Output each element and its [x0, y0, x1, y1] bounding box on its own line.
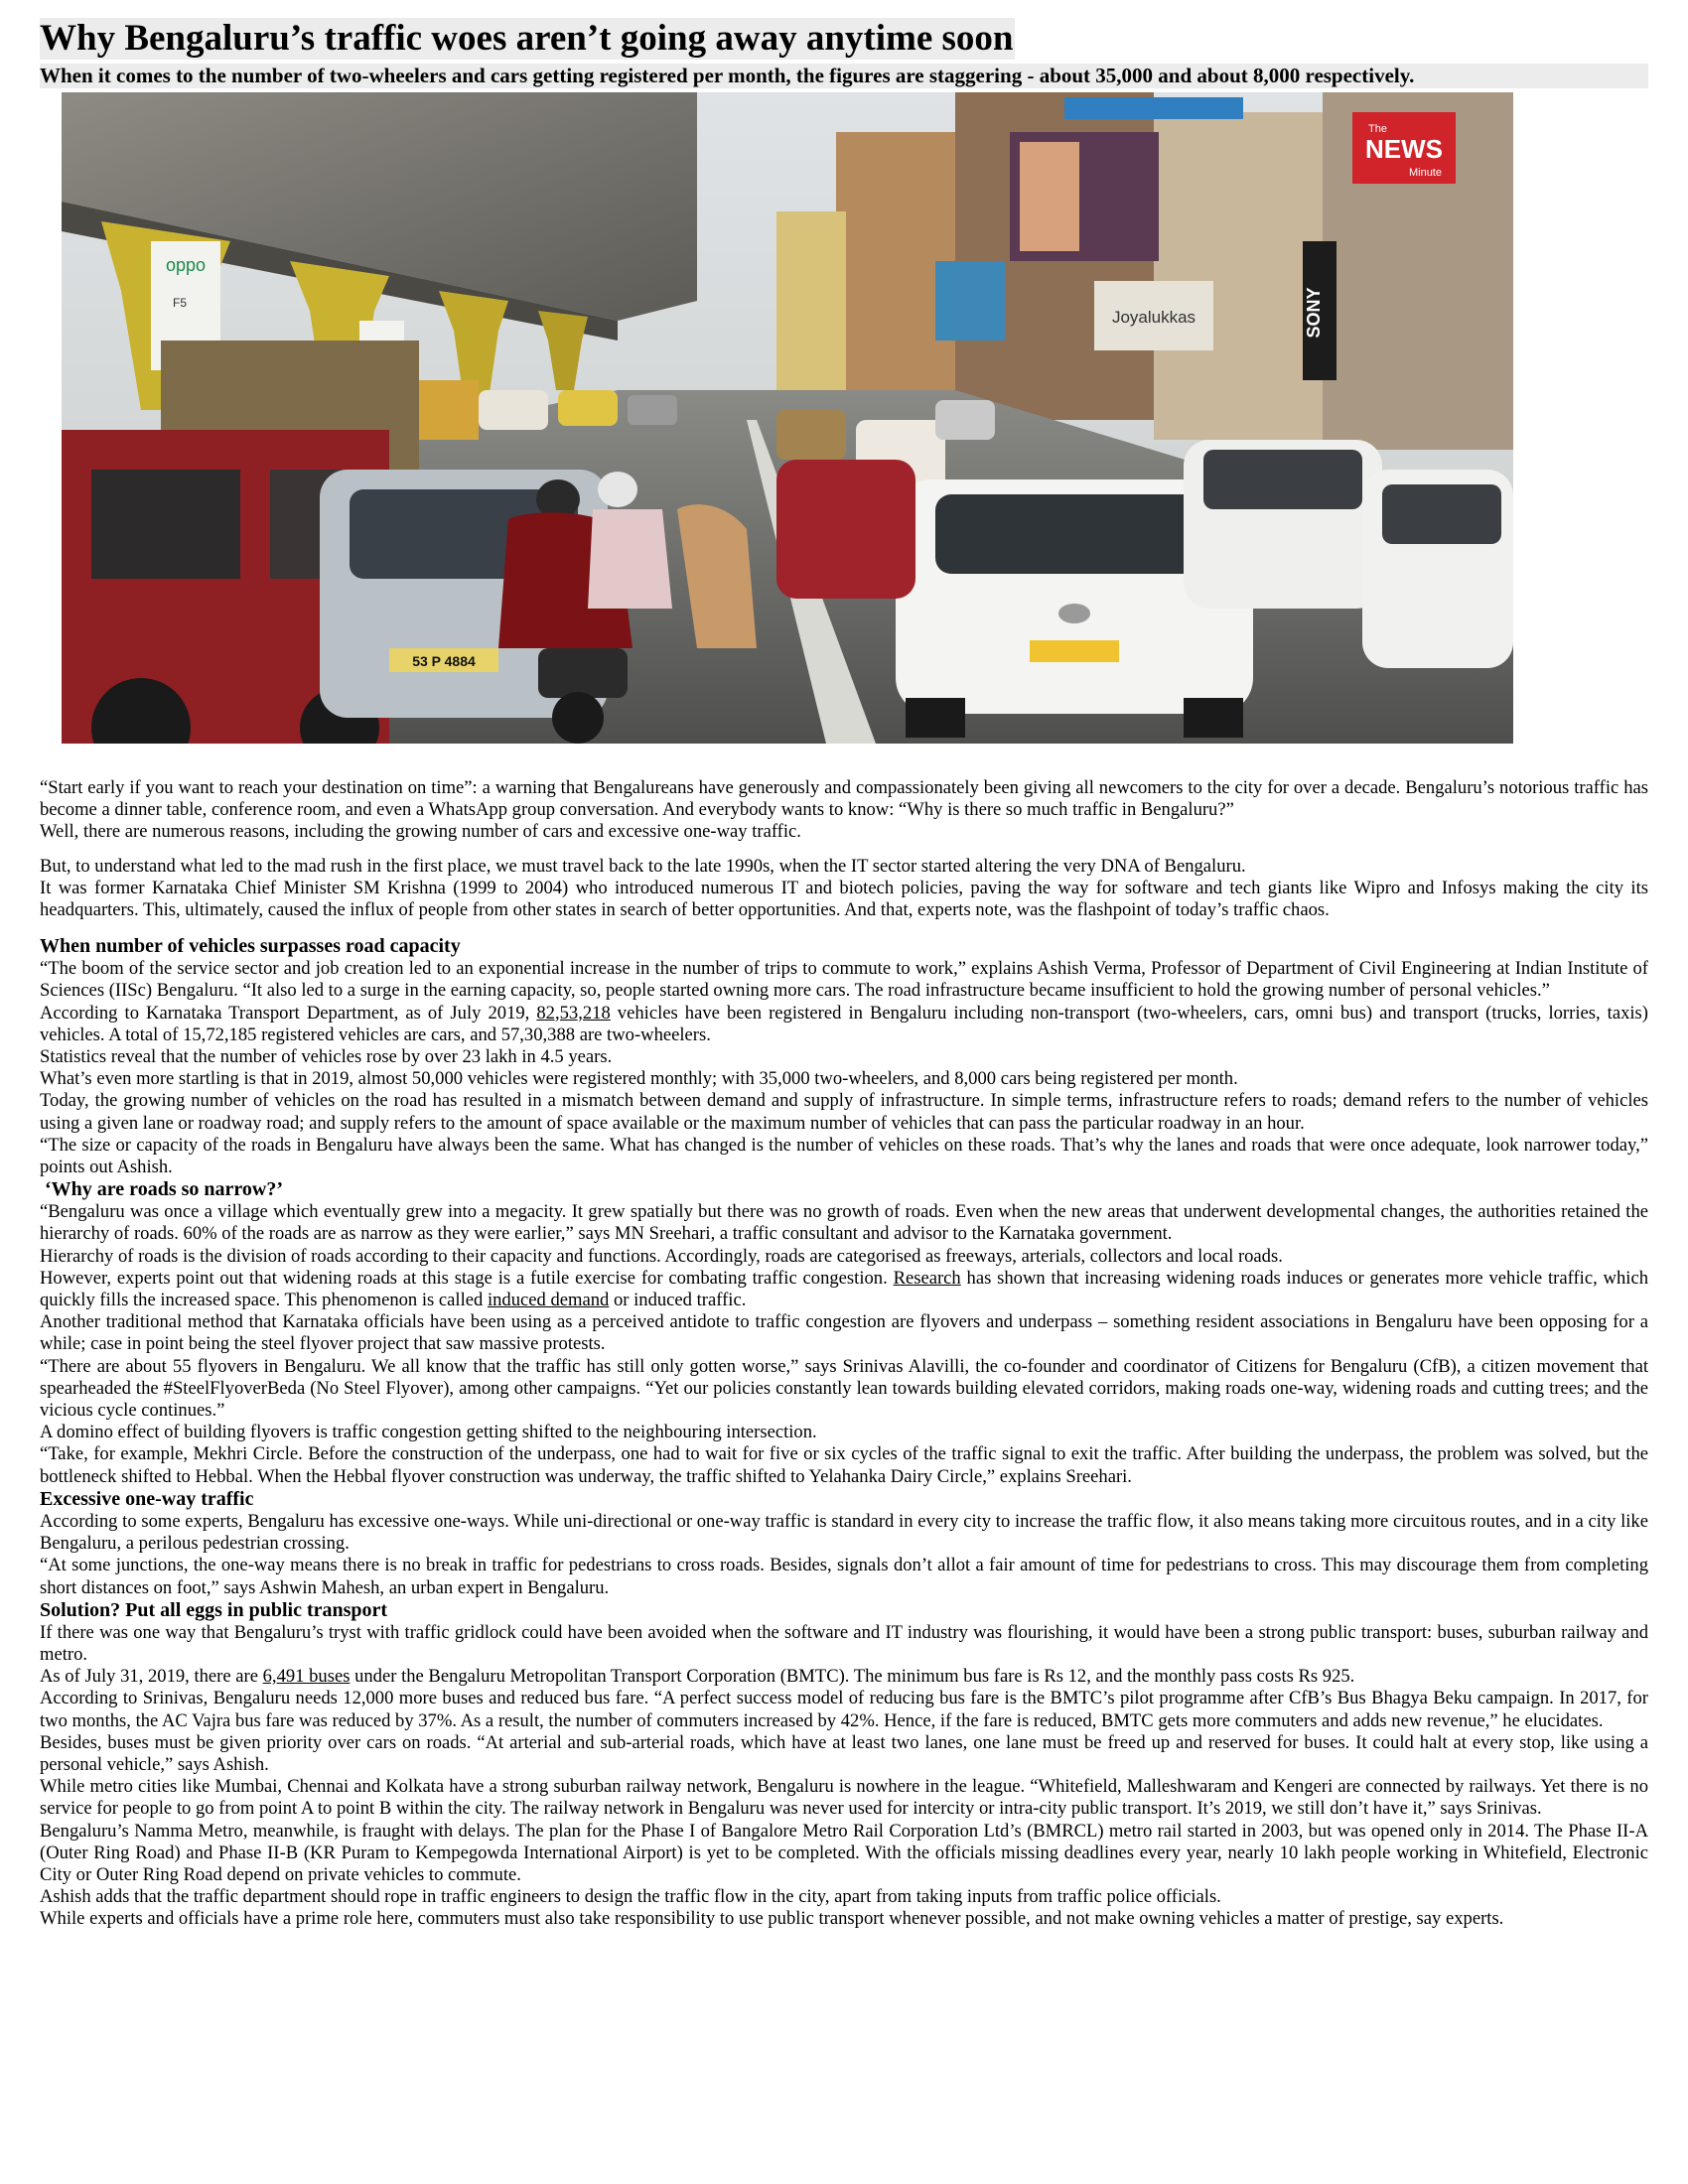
paragraph: While experts and officials have a prime role here, commuters must also take responsibility to use public transport whenever possible, and not make owning vehicles a matter of prestige, say experts. — [40, 1908, 1504, 1930]
oppo-sign: oppo — [165, 255, 207, 275]
page-subtitle: When it comes to the number of two-wheelers and cars getting registered per month, the figures are staggering - about 35,000 and about 8,000 respectively. — [40, 64, 1648, 88]
paragraph: According to Srinivas, Bengaluru needs 12,000 more buses and reduced bus fare. “A perfect success model of reducing bus fare is the BMTC’s pilot programme after CfB’s Bus Bhagya Beku campaign. In 2017, for two months, the AC Vajra bus fare was reduced by 37%. As a result, the number of commuters increased by 42%. Hence, if the fare is reduced, BMTC gets more commuters and adds new revenue,” he elucidates. — [40, 1688, 1648, 1731]
text: According to Karnataka Transport Department, as of July 2019, — [40, 1002, 537, 1024]
paragraph: What’s even more startling is that in 2019, almost 50,000 vehicles were registered monthly; with 35,000 two-wheelers, and 8,000 cars being registered per month. — [40, 1068, 1238, 1090]
paragraph: “At some junctions, the one-way means there is no break in traffic for pedestrians to cross roads. Besides, signals don’t allot a fair amount of time for pedestrians to cross. This may discourage them from completing short distances on foot,” says Ashwin Mahesh, an urban expert in Bengaluru. — [40, 1555, 1648, 1598]
paragraph: “The size or capacity of the roads in Bengaluru have always been the same. What has changed is the number of vehicles on these roads. That’s why the lanes and roads that were once adequate, look narrower today,” points out Ashish. — [40, 1134, 1648, 1178]
billboard-figure — [1020, 142, 1079, 251]
paragraph: “Start early if you want to reach your destination on time”: a warning that Bengalureans have generously and compassionately been giving all newcomers to the city for over a decade. Bengaluru’s notorious traffic has become a dinner table, conference room, and even a WhatsApp group conversation. And everybody wants to know: “Why is there so much traffic in Bengaluru?” — [40, 777, 1648, 821]
article-body — [40, 777, 1648, 1931]
logo-news: NEWS — [1365, 134, 1443, 164]
sony-sign: SONY — [1304, 287, 1324, 339]
induced-demand-link[interactable]: induced demand — [487, 1290, 610, 1311]
research-link[interactable]: Research — [893, 1267, 961, 1289]
paragraph: Today, the growing number of vehicles on the road has resulted in a mismatch between demand and supply of infrastructure. In simple terms, infrastructure refers to roads; demand refers to the number of vehicles using a given lane or roadway road; and supply refers to the amount of space available or the maximum number of vehicles that can pass the particular roadway in an hour. — [40, 1090, 1648, 1134]
buses-link[interactable]: 6,491 buses — [262, 1666, 351, 1688]
paragraph — [40, 1268, 1648, 1311]
vehicles-registered-link[interactable]: 82,53,218 — [536, 1002, 611, 1024]
paragraph: Statistics reveal that the number of vehicles rose by over 23 lakh in 4.5 years. — [40, 1046, 613, 1068]
paragraph: A domino effect of building flyovers is traffic congestion getting shifted to the neighbouring intersection. — [40, 1422, 817, 1443]
building — [776, 211, 846, 420]
paragraph: It was former Karnataka Chief Minister SM Krishna (1999 to 2004) who introduced numerous IT and biotech policies, paving the way for software and tech giants like Wipro and Infosys making the city its headquarters. This, ultimately, caused the influx of people from other states in search of better opportunities. And that, experts note, was the flashpoint of today’s traffic chaos. — [40, 877, 1648, 921]
number-plate: 53 P 4884 — [412, 653, 476, 669]
paragraph: Another traditional method that Karnataka officials have been using as a perceived antidote to traffic congestion are flyovers and underpass – something resident associations in Bengaluru have been opposing for a while; case in point being the steel flyover project that saw massive protests. — [40, 1311, 1648, 1355]
paragraph: Besides, buses must be given priority over cars on roads. “At arterial and sub-arterial roads, which have at least two lanes, one lane must be freed up and reserved for buses. It could halt at every stop, like using a personal vehicle,” says Ashish. — [40, 1731, 1648, 1775]
building — [1154, 112, 1323, 440]
paragraph: Ashish adds that the traffic department should rope in traffic engineers to design the traffic flow in the city, apart from taking inputs from traffic police officials. — [40, 1886, 1221, 1908]
paragraph: “Take, for example, Mekhri Circle. Before the construction of the underpass, one had to wait for five or six cycles of the traffic signal to exit the traffic. After building the underpass, the problem was solved, but the bottleneck shifted to Hebbal. When the Hebbal flyover construction was underway, the traffic shifted to Yelahanka Dairy Circle,” explains Sreehari. — [40, 1443, 1648, 1487]
joyalukkas-sign: Joyalukkas — [1111, 308, 1196, 327]
text: or induced traffic. — [609, 1290, 747, 1311]
paragraph — [40, 1003, 1648, 1046]
section-heading: ‘Why are roads so narrow?’ — [40, 1178, 283, 1201]
section-heading: Solution? Put all eggs in public transport — [40, 1598, 388, 1621]
paragraph: “There are about 55 flyovers in Bengaluru. We all know that the traffic has still only gotten worse,” says Srinivas Alavilli, the co-founder and coordinator of Citizens for Bengaluru (CfB), a citizen movement that spearheaded the #SteelFlyoverBeda (No Steel Flyover), among other campaigns. “Yet our policies constantly lean towards building elevated corridors, making roads one-way, widening roads and cutting trees; and the vicious cycle continues.” — [40, 1355, 1648, 1422]
logo-minute: Minute — [1408, 167, 1442, 179]
paragraph: Well, there are numerous reasons, including the growing number of cars and excessive one-way traffic. — [40, 821, 801, 843]
text: under the Bengaluru Metropolitan Transport Corporation (BMTC). The minimum bus fare is Rs 12, and the monthly pass costs Rs 925. — [350, 1666, 1355, 1688]
paragraph: If there was one way that Bengaluru’s tryst with traffic gridlock could have been avoided when the software and IT industry was flourishing, it would have been a strong public transport: buses, suburban railway and metro. — [40, 1621, 1648, 1665]
text: vehicles have been registered in Bengaluru including non-transport (two-wheelers, cars, omni bus) and transport (trucks, lorries, taxis) vehicles. A total of 15,72,185 registered vehicles are cars, and 57,30,388 are two-wheelers. — [40, 1002, 1648, 1045]
paragraph: Bengaluru’s Namma Metro, meanwhile, is fraught with delays. The plan for the Phase I of Bangalore Metro Rail Corporation Ltd’s (BMRCL) metro rail started in 2003, but was opened only in 2014. The Phase II-A (Outer Ring Road) and Phase II-B (KR Puram to Kempegowda International Airport) is yet to be completed. With the officials missing deadlines every year, nearly 10 lakh people working in Whitefield, Electronic City or Outer Ring Road depend on private vehicles to commute. — [40, 1820, 1648, 1885]
paragraph: Hierarchy of roads is the division of roads according to their capacity and functions. Accordingly, roads are categorised as freeways, arterials, collectors and local roads. — [40, 1245, 1283, 1267]
traffic-photo-illustration — [62, 92, 1513, 744]
paragraph: While metro cities like Mumbai, Chennai and Kolkata have a strong suburban railway network, Bengaluru is nowhere in the league. “Whitefield, Malleshwaram and Kengeri are connected by railways. Yet there is no service for people to go from point A to point B within the city. The railway network in Bengaluru was never used for intercity or intra-city public transport. It’s 2019, we still don’t have it,” says Srinivas. — [40, 1776, 1648, 1820]
billboard — [935, 261, 1005, 341]
paragraph: “The boom of the service sector and job creation led to an exponential increase in the number of trips to commute to work,” explains Ashish Verma, Professor of Department of Civil Engineering at Indian Institute of Sciences (IISc) Bengaluru. “It also led to a surge in the earning capacity, so, people started owning more cars. The road infrastructure became insufficient to hold the growing number of personal vehicles.” — [40, 958, 1648, 1002]
paragraph: But, to understand what led to the mad rush in the first place, we must travel back to the late 1990s, when the IT sector started altering the very DNA of Bengaluru. — [40, 855, 1246, 877]
paragraph — [40, 1666, 1648, 1688]
banner — [1064, 97, 1243, 119]
red-car — [776, 460, 915, 599]
hero-photo — [62, 92, 1513, 744]
article — [40, 18, 1648, 1931]
f5-sign: F5 — [173, 296, 188, 310]
page-title: Why Bengaluru’s traffic woes aren’t going away anytime soon — [40, 18, 1014, 59]
logo-the: The — [1368, 123, 1387, 135]
section-heading: Excessive one-way traffic — [40, 1487, 254, 1510]
text: However, experts point out that widening roads at this stage is a futile exercise for combating traffic congestion. — [40, 1267, 894, 1289]
truck-cab — [419, 380, 479, 440]
text: As of July 31, 2019, there are — [40, 1666, 263, 1688]
text: has shown that increasing widening roads induces or generates more vehicle traffic, which quickly fills the increased space. This phenomenon is called — [40, 1267, 1648, 1311]
paragraph: “Bengaluru was once a village which eventually grew into a megacity. It grew spatially but there was no growth of roads. Even when the new areas that underwent developmental changes, the authorities retained the hierarchy of roads. 60% of the roads are as narrow as they were earlier,” says MN Sreehari, a traffic consultant and advisor to the Karnataka government. — [40, 1201, 1648, 1245]
section-heading: When number of vehicles surpasses road capacity — [40, 935, 461, 958]
paragraph: According to some experts, Bengaluru has excessive one-ways. While uni-directional or one-way traffic is standard in every city to increase the traffic flow, it also means taking more circuitous routes, and in a city like Bengaluru, a perilous pedestrian crossing. — [40, 1510, 1648, 1555]
